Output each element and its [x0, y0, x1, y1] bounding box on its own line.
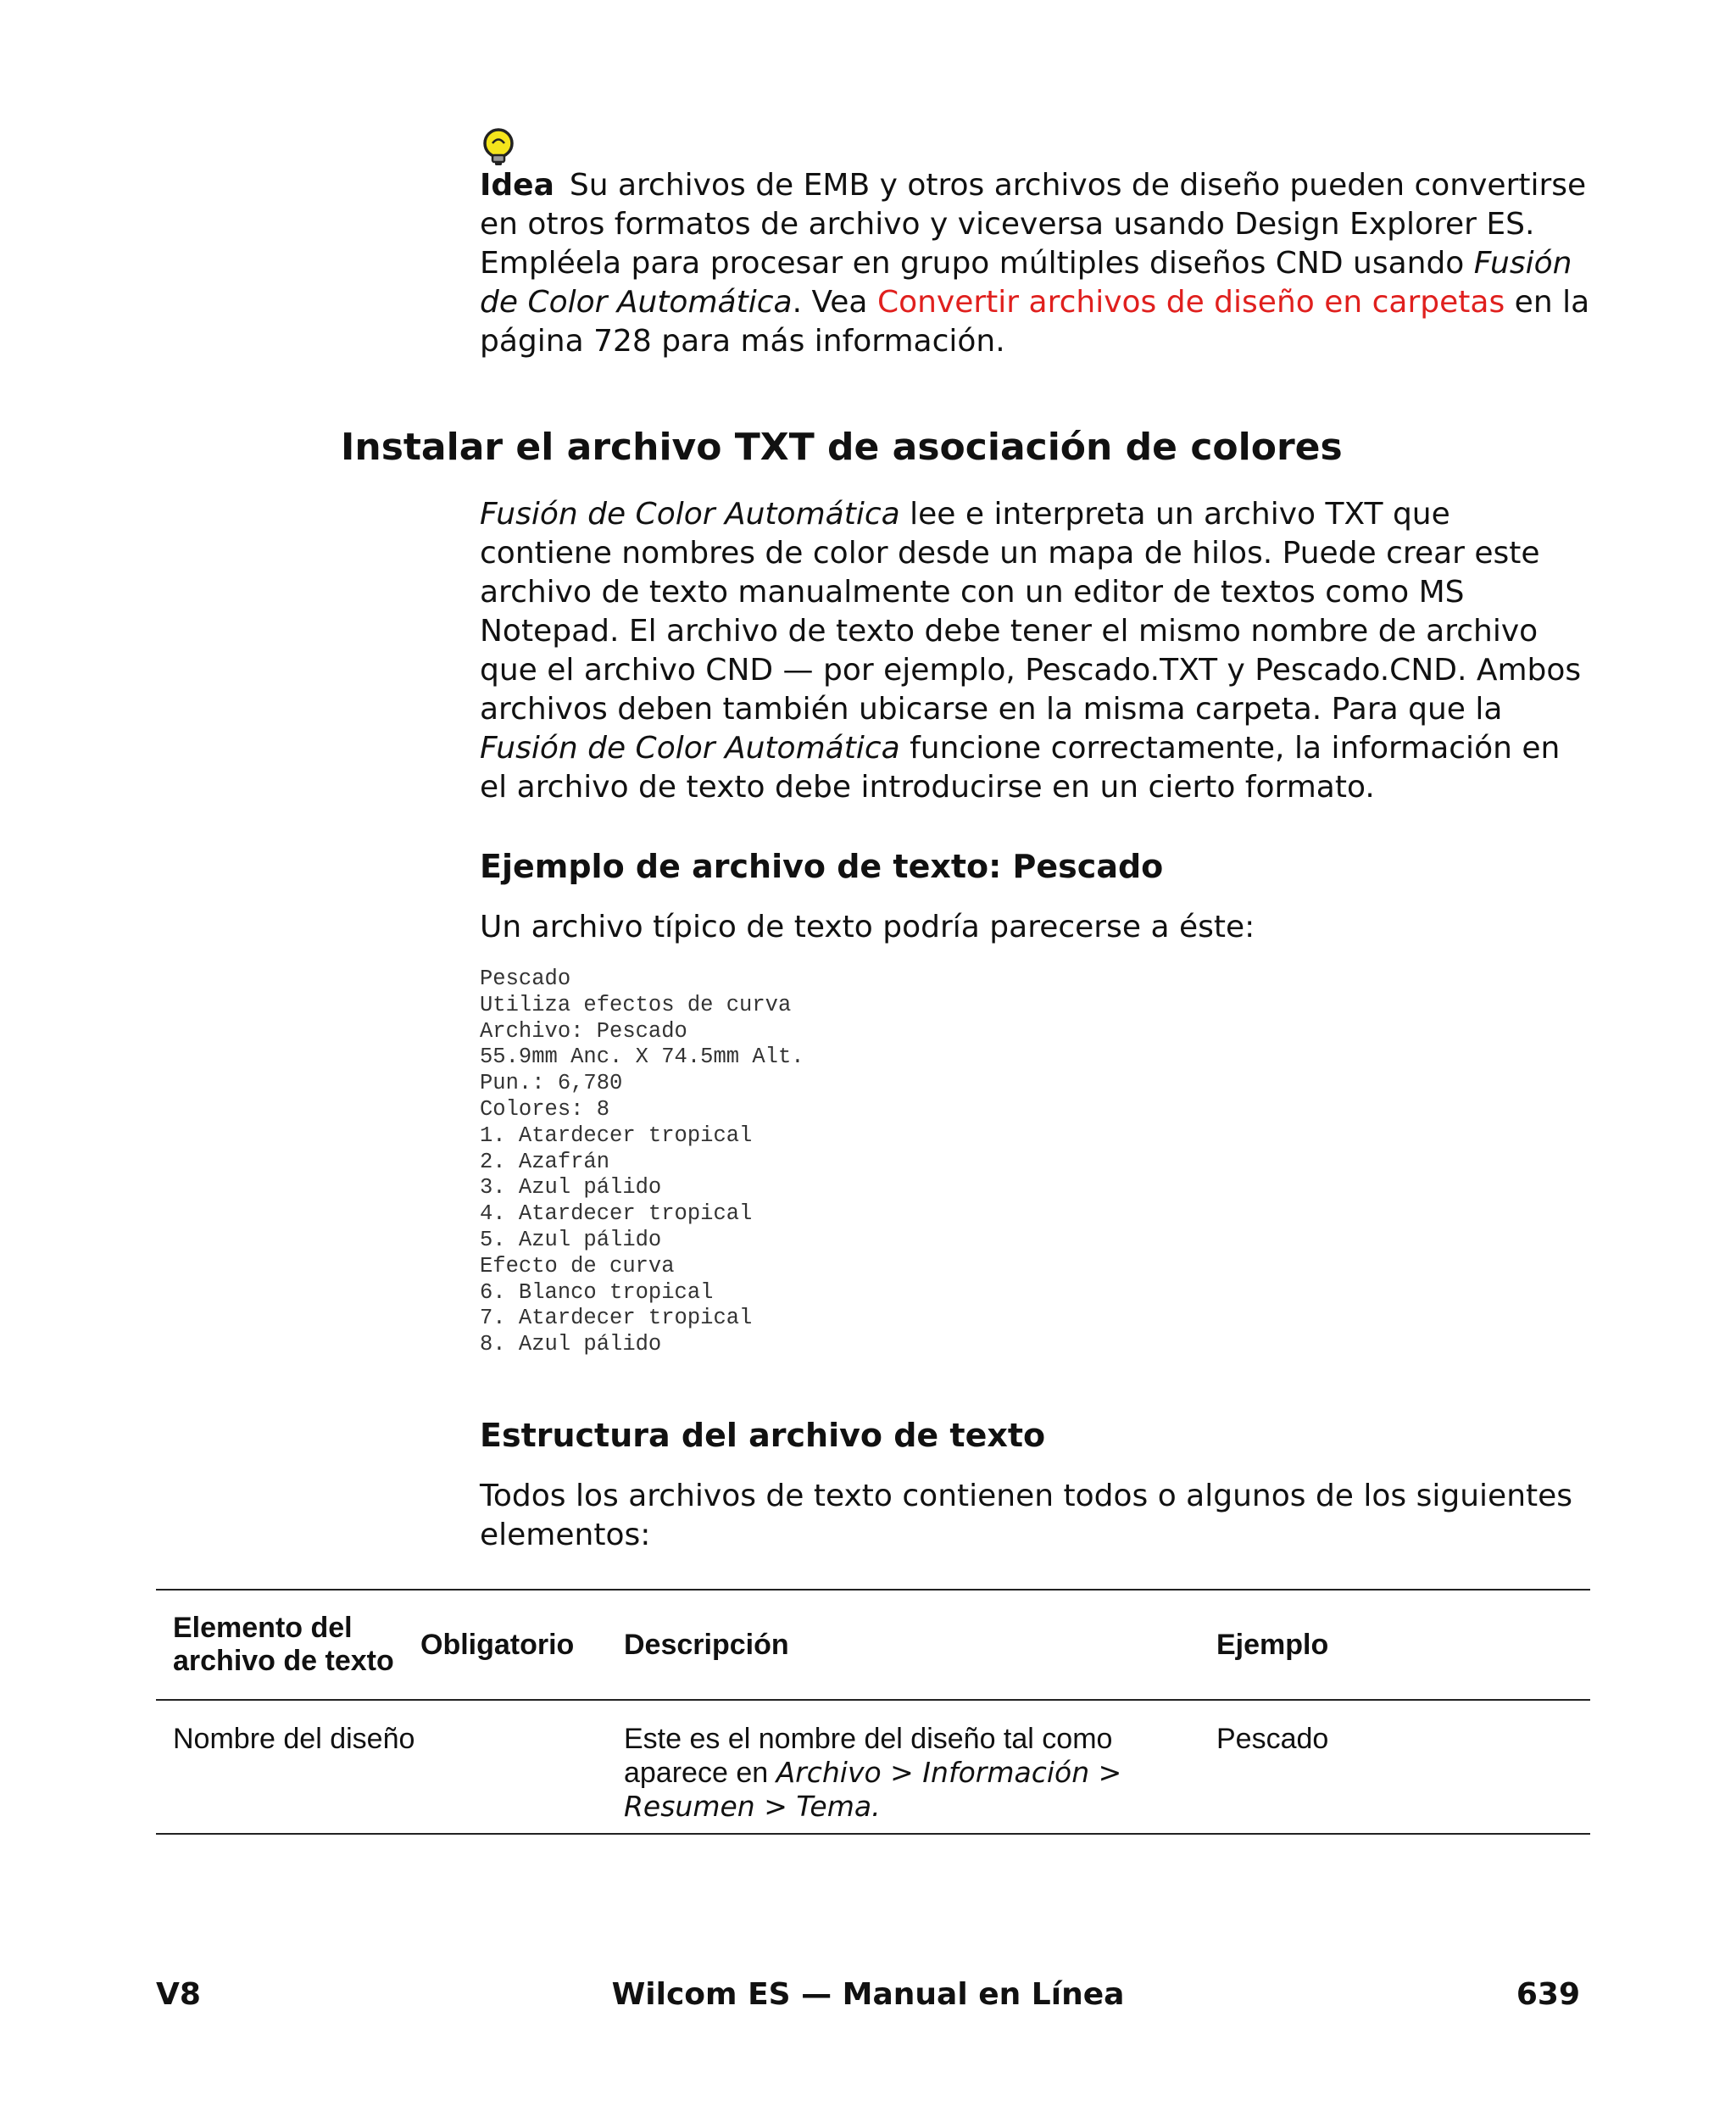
- structure-heading: Estructura del archivo de texto: [480, 1417, 1046, 1454]
- code-line: 2. Azafrán: [480, 1149, 610, 1174]
- idea-text: en la página 728 para más información.: [480, 285, 1590, 359]
- idea-italic-term: Fusión de Color Automática: [480, 246, 1572, 320]
- table-cell-required: [420, 1723, 624, 1833]
- table-cell-example: Pescado: [1216, 1723, 1329, 1755]
- idea-label: Idea: [480, 168, 554, 203]
- idea-text: . Vea: [792, 285, 877, 320]
- paragraph-text: funcione correctamente, la información en el archivo de texto debe introducirse en un cierto formato.: [480, 731, 1561, 805]
- italic-term: Fusión de Color Automática: [480, 731, 900, 766]
- code-line: 7. Atardecer tropical: [480, 1306, 753, 1331]
- code-line: 3. Azul pálido: [480, 1175, 662, 1201]
- idea-note: [480, 127, 1590, 361]
- intro-paragraph: [480, 495, 1590, 807]
- idea-text: Su archivos de EMB y otros archivos de diseño pueden convertirse en otros formatos de archivo y viceversa usando Design Explorer ES. Empléela para procesar en grupo múltiples diseños CND usando: [480, 168, 1587, 281]
- code-line: Efecto de curva: [480, 1253, 675, 1279]
- table-rule: [156, 1833, 1590, 1835]
- code-line: Pun.: 6,780: [480, 1071, 623, 1096]
- section-heading: Instalar el archivo TXT de asociación de colores: [341, 426, 1343, 469]
- code-line: 6. Blanco tropical: [480, 1279, 714, 1305]
- footer-page-number: 639: [1516, 1977, 1580, 2012]
- code-line: Pescado: [480, 967, 571, 991]
- italic-term: Fusión de Color Automática: [480, 497, 900, 532]
- convert-folders-link[interactable]: Convertir archivos de diseño en carpetas: [876, 285, 1505, 320]
- lightbulb-icon: [480, 127, 517, 168]
- example-heading: Ejemplo de archivo de texto: Pescado: [480, 848, 1164, 885]
- code-line: 5. Azul pálido: [480, 1227, 662, 1252]
- table-header-row: [156, 1591, 1590, 1699]
- code-line: 8. Azul pálido: [480, 1332, 662, 1357]
- code-line: 1. Atardecer tropical: [480, 1123, 753, 1148]
- column-header: Elemento del archivo de texto: [173, 1612, 394, 1677]
- code-listing: [480, 967, 804, 1358]
- column-header: Obligatorio: [420, 1628, 575, 1661]
- footer-title: Wilcom ES — Manual en Línea: [611, 1977, 1125, 2012]
- column-header: Ejemplo: [1216, 1628, 1329, 1661]
- example-paragraph: Un archivo típico de texto podría parecerse a éste:: [480, 910, 1255, 944]
- code-line: Archivo: Pescado: [480, 1018, 687, 1044]
- menu-path: Archivo > Información > Resumen > Tema.: [624, 1756, 1122, 1823]
- table-row: [156, 1701, 1590, 1833]
- code-line: 55.9mm Anc. X 74.5mm Alt.: [480, 1045, 804, 1070]
- footer-version: V8: [156, 1977, 201, 2012]
- code-line: Colores: 8: [480, 1096, 610, 1122]
- table-cell-element: Nombre del diseño: [173, 1723, 415, 1755]
- code-line: 4. Atardecer tropical: [480, 1201, 753, 1227]
- elements-table: [156, 1589, 1590, 1835]
- paragraph-text: lee e interpreta un archivo TXT que contiene nombres de color desde un mapa de hilos. Puede crear este archivo de texto manualmente con un editor de textos como MS Notepad. El archivo de texto debe tener el mismo nombre de archivo que el archivo CND — por ejemplo, Pescado.TXT y Pescado.CND. Ambos archivos deben también ubicarse en la misma carpeta. Para que la: [480, 497, 1582, 727]
- code-line: Utiliza efectos de curva: [480, 992, 792, 1017]
- table-cell-description: [624, 1723, 1216, 1833]
- description-text: Este es el nombre del diseño tal como aparece en: [624, 1723, 1113, 1789]
- column-header: Descripción: [624, 1628, 789, 1661]
- structure-paragraph: Todos los archivos de texto contienen todos o algunos de los siguientes elementos:: [480, 1479, 1573, 1552]
